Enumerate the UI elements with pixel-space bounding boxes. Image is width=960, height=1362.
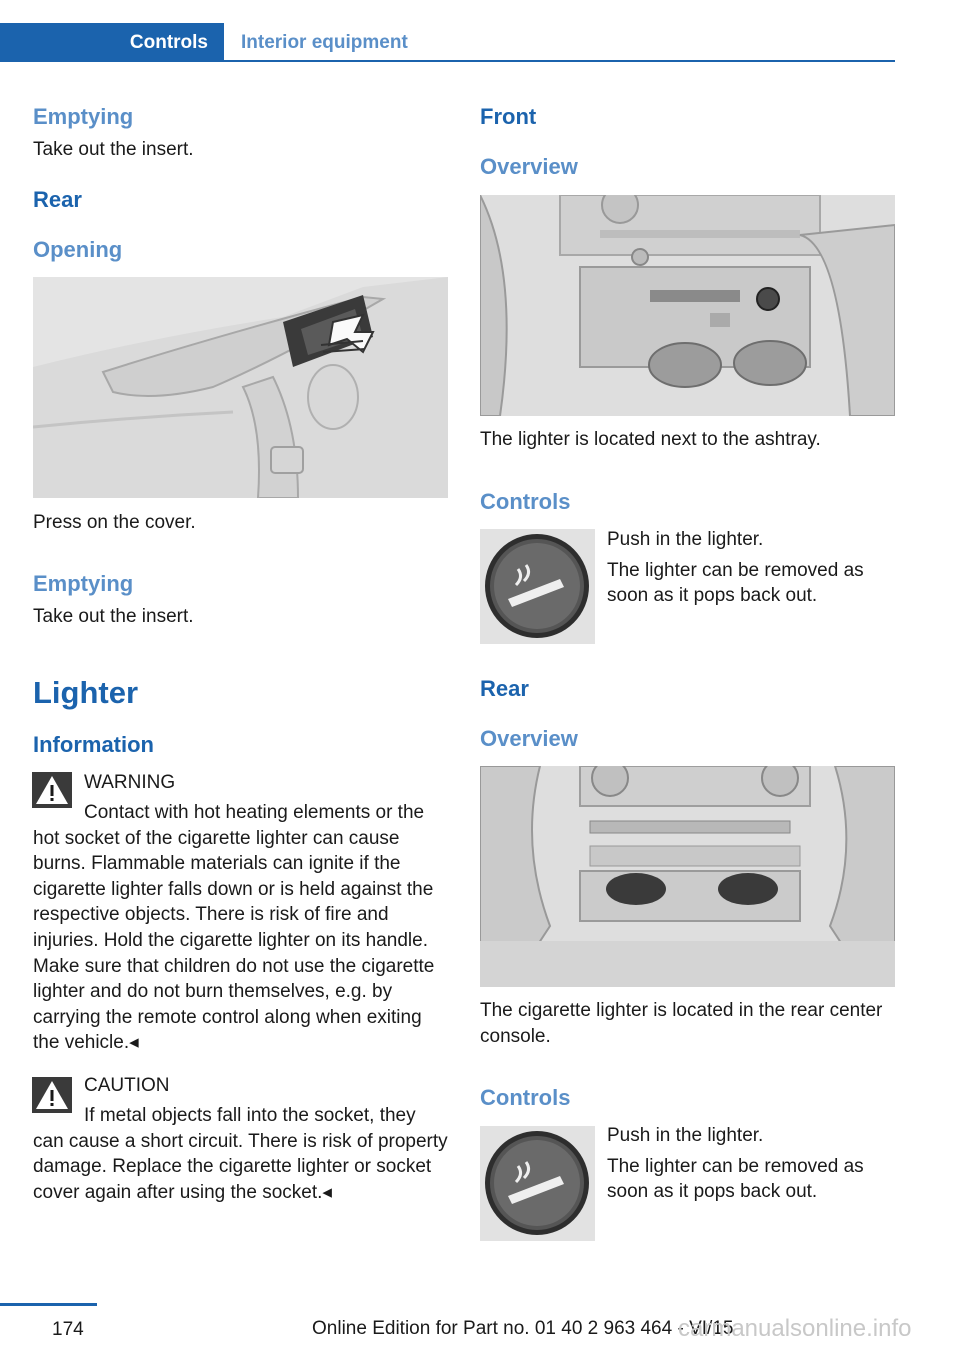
rear-console-image [480,766,895,987]
heading-front: Front [480,104,537,129]
footer-rule [0,1303,97,1306]
heading-rear: Rear [33,187,82,212]
heading-controls-2: Controls [480,1085,571,1110]
heading-controls: Controls [480,489,571,514]
rear-caption: The cigarette lighter is located in the rear center console. [480,1000,883,1047]
controls1-line2: The lighter can be removed as soon as it pops back out. [607,560,864,606]
watermark: carmanualsonline.info [678,1315,912,1342]
caution-label: CAUTION [84,1075,170,1096]
cigarette-lighter-icon [480,529,595,644]
heading-rear-right: Rear [480,676,529,701]
tab-interior-equipment[interactable]: Interior equipment [241,31,408,53]
heading-lighter: Lighter [33,675,139,710]
header-rule [0,60,895,62]
controls2-line2: The lighter can be removed as soon as it pops back out. [607,1156,864,1202]
text-take-out-insert-2: Take out the insert. [33,606,194,627]
door-ashtray-image [33,277,448,498]
text-press-cover: Press on the cover. [33,512,196,533]
cigarette-lighter-icon-2 [480,1126,595,1241]
heading-emptying-2: Emptying [33,571,134,596]
front-caption: The lighter is located next to the ashtray. [480,429,821,450]
heading-information: Information [33,732,154,757]
heading-emptying: Emptying [33,104,134,129]
controls2-line1: Push in the lighter. [607,1125,764,1146]
controls1-line1: Push in the lighter. [607,529,764,550]
heading-overview-2: Overview [480,726,578,751]
front-console-image [480,195,895,416]
edition-footer: Online Edition for Part no. 01 40 2 963 464 - VI/15 [312,1318,734,1339]
page-number: 174 [52,1319,84,1340]
heading-opening: Opening [33,237,123,262]
tab-controls[interactable]: Controls [0,23,224,62]
warning-text: Contact with hot heating elements or the hot socket of the cigarette lighter can cause burns. Flammable materials can ignite if the cigarette lighter falls down or is held against the respective objects. There is risk of fire and injuries. Hold the cigarette lighter on its handle. Make sure that children do not use the cigarette lighter and do not burn themselves, e.g. by carrying the remote control along when exiting the vehicle.◂ [33,802,435,1054]
warning-label: WARNING [84,772,176,793]
heading-overview: Overview [480,154,578,179]
text-take-out-insert: Take out the insert. [33,139,194,160]
caution-text: If metal objects fall into the socket, they can cause a short circuit. There is risk of property damage. Replace the cigarette lighter or socket cover again after using the socket.◂ [33,1105,448,1203]
